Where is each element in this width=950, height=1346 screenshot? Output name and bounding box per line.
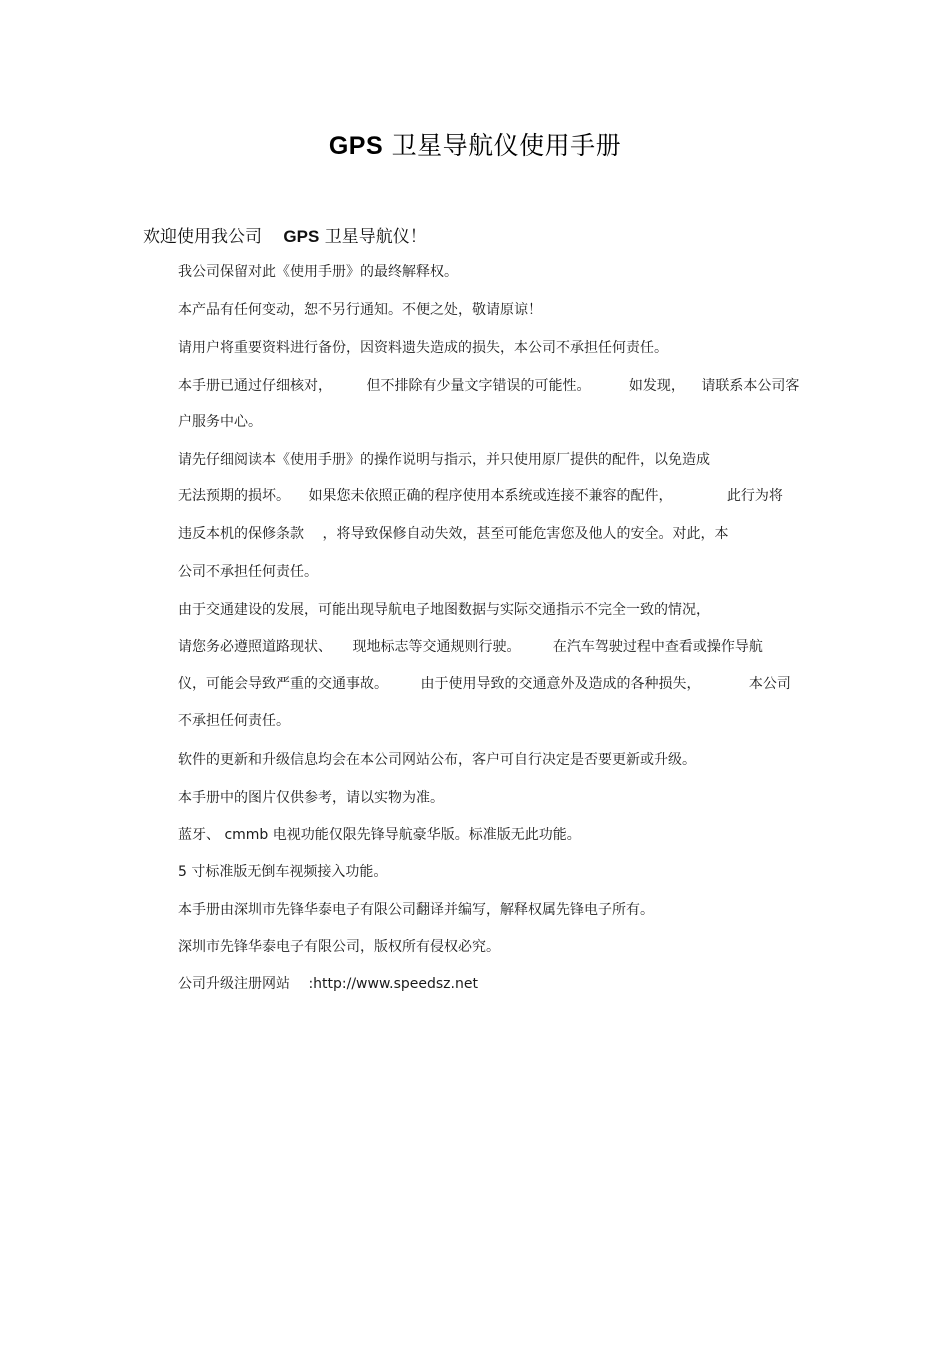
line-segment: 此行为将 [726,488,783,504]
line-segment: 蓝牙、 cmmb 电视功能仅限先锋导航豪华版。标准版无此功能。 [178,827,581,843]
line-segment: 请您务必遵照道路现状、 [178,639,332,655]
body-line [178,788,818,808]
line-segment: 深圳市先锋华泰电子有限公司，版权所有侵权必究。 [178,939,500,955]
body-line [178,300,818,320]
line-segment: 现地标志等交通规则行驶。 [352,639,521,655]
line-segment: 违反本机的保修条款 [178,526,304,542]
welcome-prefix: 欢迎使用我公司 [143,227,262,247]
line-segment: 无法预期的损坏。 [178,488,290,504]
line-segment: 由于交通建设的发展，可能出现导航电子地图数据与实际交通指示不完全一致的情况， [178,602,710,618]
line-segment: 软件的更新和升级信息均会在本公司网站公布，客户可自行决定是否要更新或升级。 [178,752,696,768]
website-line [178,974,818,994]
body-line [178,450,818,470]
line-segment: ，将导致保修自动失效，甚至可能危害您及他人的安全。对此，本 [322,526,729,542]
line-segment: 我公司保留对此《使用手册》的最终解释权。 [178,264,458,280]
line-segment: 如果您未依照正确的程序使用本系统或连接不兼容的配件， [308,488,673,504]
body-line [178,862,818,882]
line-segment: 仪，可能会导致严重的交通事故。 [178,676,388,692]
body-line [178,524,818,544]
title-rest: 卫星导航仪使用手册 [391,131,622,160]
body-line [178,486,818,506]
line-segment: 但不排除有少量文字错误的可能性。 [366,378,591,394]
body-line [178,338,818,358]
line-segment: 在汽车驾驶过程中查看或操作导航 [552,639,763,655]
title-latin: GPS [328,132,384,160]
welcome-latin: GPS [283,227,320,246]
body-line [178,900,818,920]
line-segment: 请先仔细阅读本《使用手册》的操作说明与指示，并只使用原厂提供的配件，以免造成 [178,452,710,468]
line-segment: 请用户将重要资料进行备份，因资料遗失造成的损失，本公司不承担任何责任。 [178,340,668,356]
line-segment: 5 寸标准版无倒车视频接入功能。 [178,864,388,880]
line-segment: 本手册已通过仔细核对， [178,378,332,394]
line-segment: 本公司 [748,676,791,692]
body-line [178,376,818,396]
body-line [178,711,818,731]
page-title [0,128,950,164]
line-segment: 公司升级注册网站 [178,976,290,992]
line-segment: 如发现， [628,378,685,394]
line-segment: 户服务中心。 [178,414,262,430]
welcome-line [143,224,427,250]
body-line [178,637,818,657]
body-line [178,600,818,620]
line-segment: 不承担任何责任。 [178,713,290,729]
line-segment: 公司不承担任何责任。 [178,564,318,580]
body-line [178,674,818,694]
body-line [178,825,818,845]
body-line [178,750,818,770]
line-segment: 请联系本公司客 [701,378,800,394]
body-line [178,937,818,957]
line-segment: 本手册由深圳市先锋华泰电子有限公司翻译并编写，解释权属先锋电子所有。 [178,902,654,918]
welcome-suffix: 卫星导航仪！ [324,227,427,247]
line-segment: 本产品有任何变动，恕不另行通知。不便之处，敬请原谅！ [178,302,542,318]
body-line [178,562,818,582]
line-segment: 由于使用导致的交通意外及造成的各种损失， [420,676,701,692]
line-segment: 本手册中的图片仅供参考，请以实物为准。 [178,790,444,806]
body-line [178,412,818,432]
website-url: :http://www.speedsz.net [308,976,478,992]
body-line [178,262,818,282]
